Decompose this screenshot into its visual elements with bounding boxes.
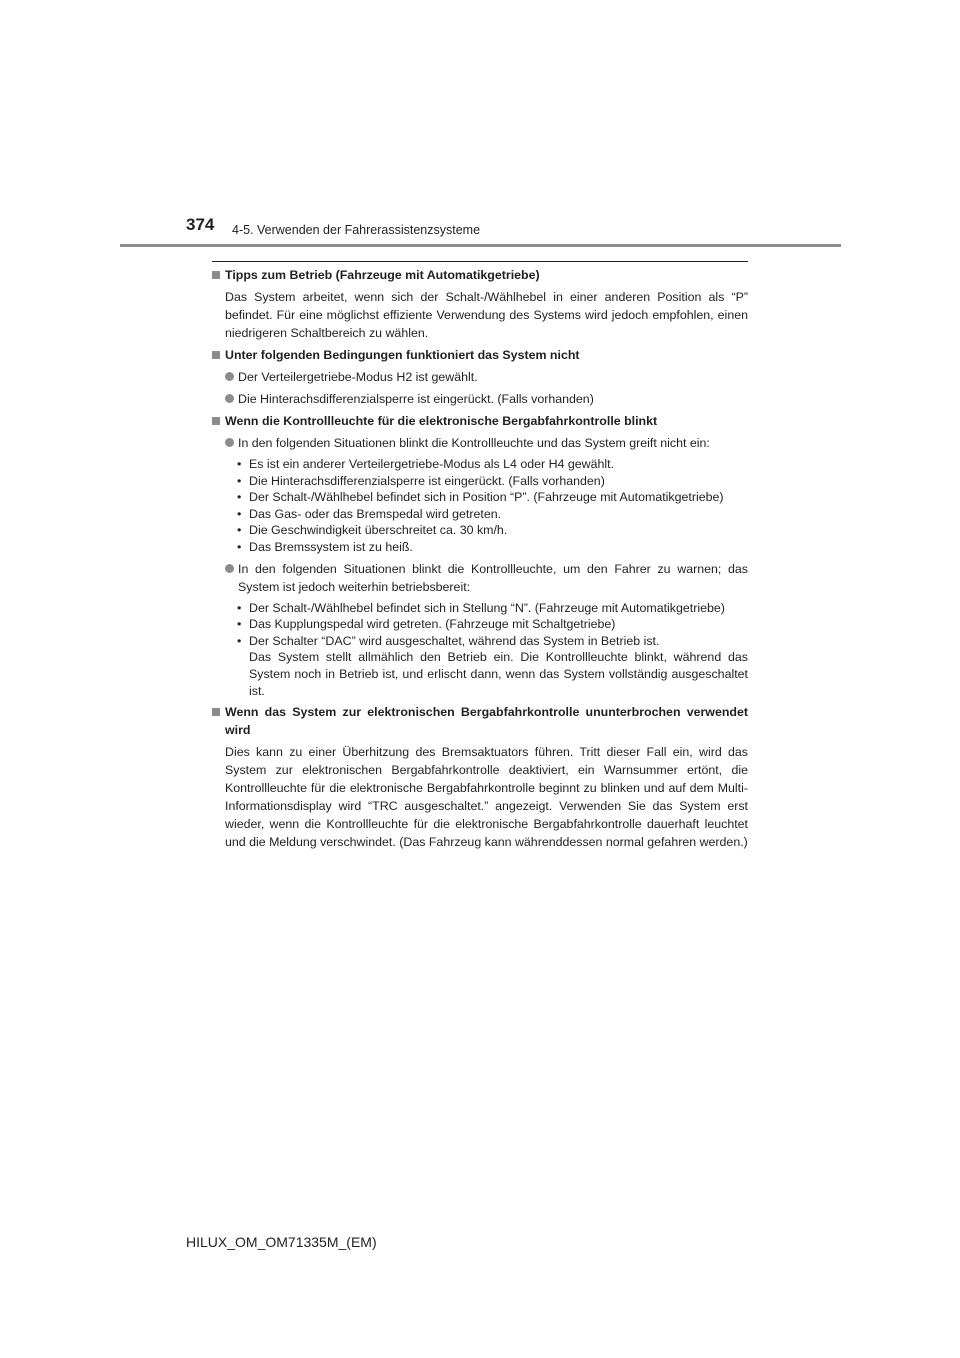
sub-list-item	[225, 539, 748, 556]
sub-list-item-text: Das Kupplungspedal wird getreten. (Fahrzeuge mit Schaltgetriebe)	[249, 617, 616, 632]
page-number: 374	[186, 215, 215, 234]
sub-list-item	[225, 456, 748, 473]
dot-bullet-icon: •	[237, 539, 242, 554]
header-rule	[120, 244, 841, 247]
sub-list-item-text: Es ist ein anderer Verteilergetriebe-Modus als L4 oder H4 gewählt.	[249, 457, 615, 471]
section-operation-tips	[212, 266, 748, 342]
chapter-title: 4-5. Verwenden der Fahrerassistenzsysteme	[232, 223, 481, 237]
section-heading: Wenn die Kontrollleuchte für die elektronische Bergabfahrkontrolle blinkt	[225, 414, 658, 428]
document-code: HILUX_OM_OM71335M_(EM)	[186, 1234, 377, 1250]
sub-list-item-text: Das Bremssystem ist zu heiß.	[249, 539, 413, 554]
section-indicator-blinks	[212, 412, 748, 699]
sub-list-item	[225, 616, 748, 633]
square-bullet-icon	[212, 417, 220, 425]
circle-bullet-icon	[225, 438, 234, 447]
circle-bullet-icon	[225, 394, 234, 403]
section-continuous-use	[212, 703, 748, 851]
list-item	[225, 560, 748, 596]
square-bullet-icon	[212, 271, 220, 279]
list-item	[225, 434, 748, 452]
sub-list-item-text: Die Geschwindigkeit überschreitet ca. 30 km/h.	[249, 523, 508, 538]
sub-list	[225, 456, 748, 556]
sub-list-item-text: Der Schalt-/Wählhebel befindet sich in Position “P”. (Fahrzeuge mit Automatikgetriebe)	[249, 490, 724, 505]
sub-list-item-note: Das System stellt allmählich den Betrieb ein. Die Kontrollleuchte blinkt, während das System noch in Betrieb ist, und erlischt dann, wenn das System vollständig ausgeschaltet ist.	[249, 650, 748, 698]
sub-list-item	[225, 633, 748, 699]
sub-list-item-text: Der Schalter “DAC” wird ausgeschaltet, während das System in Betrieb ist.	[249, 633, 660, 648]
sub-list-item	[225, 506, 748, 523]
dot-bullet-icon: •	[237, 490, 242, 505]
list-item-text: In den folgenden Situationen blinkt die Kontrollleuchte und das System greift nicht ein:	[238, 436, 710, 450]
circle-bullet-icon	[225, 564, 234, 573]
list-item	[225, 368, 748, 386]
dot-bullet-icon: •	[237, 457, 242, 471]
dot-bullet-icon: •	[237, 617, 242, 632]
sub-list-item-text: Das Gas- oder das Bremspedal wird getreten.	[249, 506, 502, 521]
dot-bullet-icon: •	[237, 523, 242, 538]
section-system-not-working	[212, 346, 748, 408]
sub-list-item	[225, 522, 748, 539]
list-item	[225, 390, 748, 408]
section-top-rule	[212, 261, 748, 262]
dot-bullet-icon: •	[237, 633, 242, 648]
dot-bullet-icon: •	[237, 473, 242, 488]
sub-list-item	[225, 473, 748, 490]
sub-list-item	[225, 600, 748, 617]
sub-list-item	[225, 489, 748, 506]
section-paragraph: Das System arbeitet, wenn sich der Schalt-/Wählhebel in einer anderen Position als “P” befindet. Für eine möglichst effiziente Verwendung des Systems wird jedoch empfohlen, einen niedrigeren Schaltbereich zu wählen.	[225, 290, 748, 340]
dot-bullet-icon: •	[237, 600, 242, 615]
square-bullet-icon	[212, 708, 220, 716]
section-heading: Unter folgenden Bedingungen funktioniert das System nicht	[225, 348, 580, 362]
sub-list-item-text: Die Hinterachsdifferenzialsperre ist eingerückt. (Falls vorhanden)	[249, 473, 605, 488]
list-item-text: Der Verteilergetriebe-Modus H2 ist gewählt.	[238, 370, 478, 384]
sub-list	[225, 600, 748, 700]
circle-bullet-icon	[225, 372, 234, 381]
page-content	[212, 266, 748, 855]
list-item-text: In den folgenden Situationen blinkt die Kontrollleuchte, um den Fahrer zu warnen; das System ist jedoch weiterhin betriebsbereit:	[238, 561, 748, 594]
square-bullet-icon	[212, 351, 220, 359]
section-heading: Wenn das System zur elektronischen Bergabfahrkontrolle ununterbrochen verwendet wird	[225, 705, 748, 738]
dot-bullet-icon: •	[237, 506, 242, 521]
section-paragraph: Dies kann zu einer Überhitzung des Bremsaktuators führen. Tritt dieser Fall ein, wird das System zur elektronischen Bergabfahrkontrolle deaktiviert, ein Warnsummer ertönt, die Kontrollleuchte für die elektronische Bergabfahrkontrolle beginnt zu blinken und auf dem Multi-Informationsdisplay wird “TRC ausgeschaltet.” angezeigt. Verwenden Sie das System erst wieder, wenn die Kontrollleuchte für die elektronische Bergabfahrkontrolle dauerhaft leuchtet und die Meldung verschwindet. (Das Fahrzeug kann währenddessen normal gefahren werden.)	[225, 745, 748, 850]
sub-list-item-text: Der Schalt-/Wählhebel befindet sich in Stellung “N”. (Fahrzeuge mit Automatikgetriebe)	[249, 600, 725, 615]
list-item-text: Die Hinterachsdifferenzialsperre ist eingerückt. (Falls vorhanden)	[238, 392, 594, 406]
section-heading: Tipps zum Betrieb (Fahrzeuge mit Automatikgetriebe)	[225, 268, 540, 282]
